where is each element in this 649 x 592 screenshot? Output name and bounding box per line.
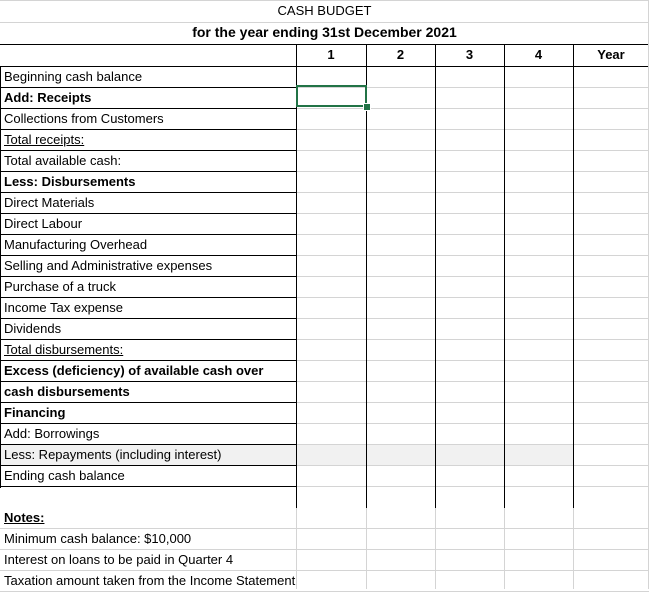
row-label: Dividends [4, 321, 62, 336]
row-label: Selling and Administrative expenses [4, 258, 213, 273]
row-label: cash disbursements [4, 384, 130, 399]
grid-line [435, 508, 436, 589]
grid-line [366, 508, 367, 589]
row-label: Ending cash balance [4, 468, 125, 483]
row-label: Beginning cash balance [4, 69, 143, 84]
row-label: Total disbursements: [4, 342, 124, 357]
grid-line [0, 66, 1, 488]
row-label: Add: Borrowings [4, 426, 100, 441]
row-label: Financing [4, 405, 66, 420]
grid-line [504, 508, 505, 589]
fill-handle[interactable] [363, 103, 371, 111]
row-label: Direct Labour [4, 216, 83, 231]
note-line: Interest on loans to be paid in Quarter 4 [4, 552, 234, 567]
grid-line [296, 44, 297, 508]
column-header-1: 1 [327, 47, 335, 62]
grid-line [0, 486, 296, 487]
note-line: Taxation amount taken from the Income Statement [4, 573, 296, 588]
row-label: Add: Receipts [4, 90, 92, 105]
grid-line [296, 508, 297, 589]
row-label: Excess (deficiency) of available cash over [4, 363, 264, 378]
column-header-2: 2 [396, 47, 405, 62]
grid-line [573, 44, 574, 508]
sheet-title: CASH BUDGET [277, 3, 372, 18]
note-line: Minimum cash balance: $10,000 [4, 531, 192, 546]
row-label: Collections from Customers [4, 111, 164, 126]
column-header-3: 3 [465, 47, 474, 62]
row-label: Income Tax expense [4, 300, 123, 315]
row-label: Direct Materials [4, 195, 95, 210]
row-label: Total receipts: [4, 132, 85, 147]
grid-line [366, 44, 367, 508]
row-label: Total available cash: [4, 153, 122, 168]
grid-line [573, 508, 574, 589]
row-label: Less: Disbursements [4, 174, 136, 189]
grid-line [504, 44, 505, 508]
column-header-4: 4 [534, 47, 543, 62]
notes-heading: Notes: [4, 510, 45, 525]
row-label: Less: Repayments (including interest) [4, 447, 222, 462]
selected-cell[interactable] [296, 85, 367, 107]
column-header-year: Year [597, 47, 625, 62]
sheet-subtitle: for the year ending 31st December 2021 [192, 24, 457, 40]
row-label: Manufacturing Overhead [4, 237, 148, 252]
grid-line [435, 44, 436, 508]
row-label: Purchase of a truck [4, 279, 116, 294]
